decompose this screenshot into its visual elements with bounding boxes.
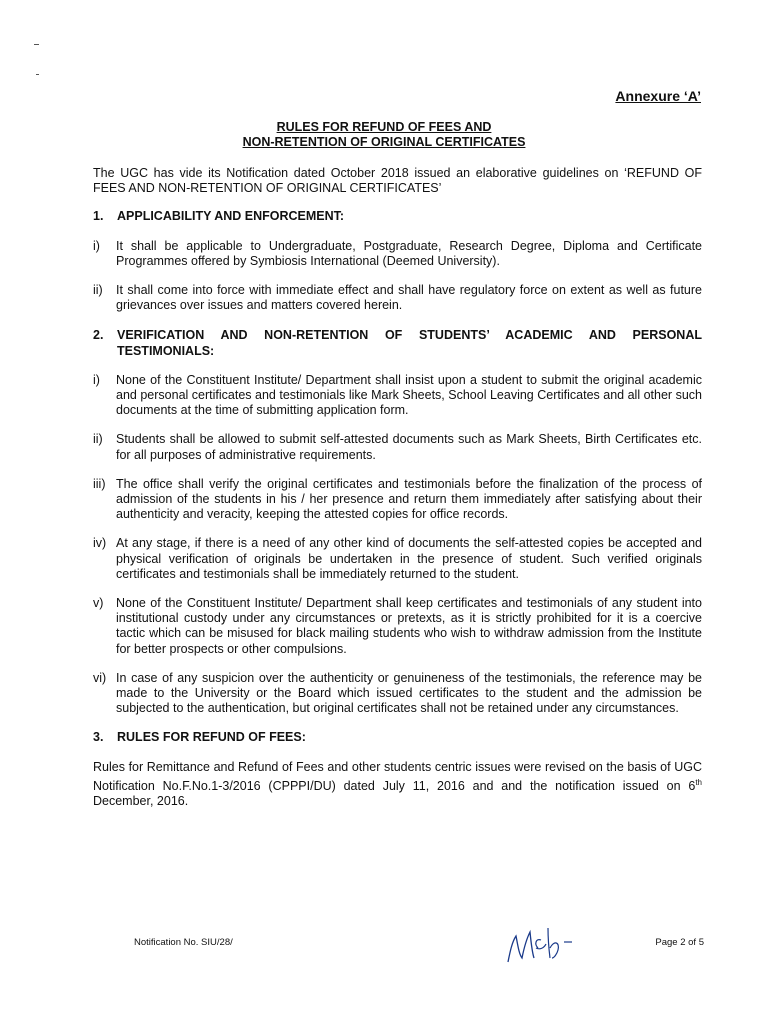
section-heading	[93, 730, 702, 745]
section-title: RULES FOR REFUND OF FEES:	[117, 730, 306, 745]
list-item	[93, 283, 702, 313]
title-line-2: NON-RETENTION OF ORIGINAL CERTIFICATES	[242, 135, 526, 149]
item-text: The office shall verify the original certificates and testimonials before the finalization of the process of admission of the students in his / her presence and return them immediately after satisfying about their authenticity and veracity, keeping the attested copies for office records.	[116, 476, 702, 522]
intro-paragraph: The UGC has vide its Notification dated October 2018 issued an elaborative guidelines on ‘REFUND OF FEES AND NON-RETENTION OF ORIGINAL CERTIFICATES’	[93, 166, 702, 196]
list-item	[93, 596, 702, 657]
list-item	[93, 536, 702, 582]
closing-text: Rules for Remittance and Refund of Fees and other students centric issues were revised on the basis of UGC Notification No.F.No.1-3/2016 (CPPPI/DU) dated July 11, 2016 and and the notification issued on 6	[93, 759, 702, 794]
closing-superscript: th	[695, 777, 702, 787]
document-body	[93, 166, 702, 809]
item-number: ii)	[93, 283, 103, 298]
section-heading	[93, 209, 702, 224]
item-number: i)	[93, 372, 100, 387]
item-number: i)	[93, 238, 100, 253]
list-item	[93, 239, 702, 269]
item-number: iv)	[93, 536, 107, 551]
notification-number: Notification No. SIU/28/	[134, 937, 233, 948]
item-number: v)	[93, 596, 104, 611]
closing-text-end: December, 2016.	[93, 794, 189, 809]
section-heading	[93, 328, 702, 358]
document-title	[0, 120, 768, 150]
section-number: 2.	[93, 328, 104, 343]
item-text: In case of any suspicion over the authenticity or genuineness of the testimonials, the reference may be made to the University or the Board which issued certificates to the student and the admission be subjected to the authentication, but original certificates shall not be retained under any circumstances.	[116, 670, 702, 716]
section-number: 3.	[93, 730, 104, 745]
item-text: It shall come into force with immediate effect and shall have regulatory force on extent as well as future grievances over issues and matters covered herein.	[116, 283, 702, 313]
scan-mark	[34, 44, 39, 45]
list-item	[93, 477, 702, 523]
list-item	[93, 671, 702, 717]
item-number: vi)	[93, 670, 107, 685]
item-number: ii)	[93, 432, 103, 447]
signature	[500, 918, 590, 968]
item-text: At any stage, if there is a need of any other kind of documents the self-attested copies be accepted and physical verification of originals be undertaken in the presence of student. Such verified originals certificates and testimonials shall be immediately returned to the student.	[116, 536, 702, 581]
item-number: iii)	[93, 476, 106, 491]
annexure-label: Annexure ‘A’	[615, 88, 701, 104]
item-text: None of the Constituent Institute/ Department shall keep certificates and testimonials of any student into institutional custody under any circumstances or pretexts, as it is strictly prohibited for it is a coercive tactic which can be misused for black mailing students who wish to withdraw admission from the Institute for better prospects or other compulsions.	[116, 596, 702, 656]
closing-paragraph	[93, 760, 702, 810]
page-number: Page 2 of 5	[655, 937, 704, 948]
list-item	[93, 432, 702, 462]
item-text: It shall be applicable to Undergraduate, Postgraduate, Research Degree, Diploma and Certificate Programmes offered by Symbiosis International (Deemed University).	[116, 238, 702, 268]
title-line-1: RULES FOR REFUND OF FEES AND	[276, 120, 492, 134]
item-text: None of the Constituent Institute/ Department shall insist upon a student to submit the original academic and personal certificates and testimonials like Mark Sheets, School Leaving Certificates and all other such documents at the time of submitting application form.	[116, 372, 702, 418]
list-item	[93, 373, 702, 419]
section-title: VERIFICATION AND NON-RETENTION OF STUDENTS’ ACADEMIC AND PERSONAL TESTIMONIALS:	[117, 328, 702, 358]
section-title: APPLICABILITY AND ENFORCEMENT:	[117, 209, 345, 224]
section-number: 1.	[93, 209, 104, 224]
item-text: Students shall be allowed to submit self-attested documents such as Mark Sheets, Birth Certificates etc. for all purposes of administrative requirements.	[116, 432, 702, 462]
scan-mark	[36, 74, 39, 75]
